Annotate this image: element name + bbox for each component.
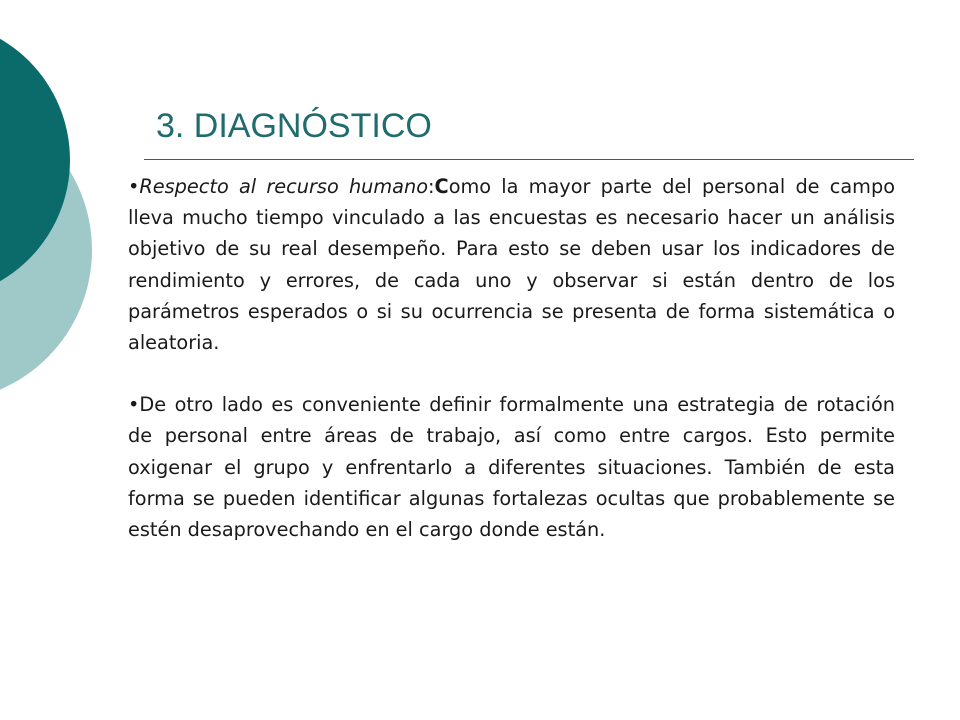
slide-title: 3. DIAGNÓSTICO (156, 107, 432, 145)
bullet-paragraph-2 (128, 389, 895, 545)
title-divider (144, 159, 914, 160)
bullet-lead-italic: Respecto al recurso humano (139, 175, 429, 198)
bullet-paragraph-1 (128, 171, 895, 358)
bullet-marker: • (128, 175, 140, 198)
bullet-accent-letter: C (434, 175, 449, 198)
slide-body (128, 171, 895, 545)
bullet-marker: • (128, 393, 140, 417)
bullet-separator: : (428, 175, 435, 198)
decorative-circles (0, 0, 120, 400)
bullet-text: De otro lado es conveniente definir formalmente una estrategia de rotación de personal entre áreas de trabajo, así como entre cargos. Esto permite oxigenar el grupo y enfrentarlo a diferentes situaciones. También de esta forma se pueden identificar algunas fortalezas ocultas que probablemente se estén desaprovechando en el cargo donde están. (128, 393, 895, 542)
bullet-text: omo la mayor parte del personal de campo lleva mucho tiempo vinculado a las encuestas es necesario hacer un análisis objetivo de su real desempeño. Para esto se deben usar los indicadores de rendimiento y errores, de cada uno y observar si están dentro de los parámetros esperados o si su ocurrencia se presenta de forma sistemática o aleatoria. (128, 175, 895, 355)
